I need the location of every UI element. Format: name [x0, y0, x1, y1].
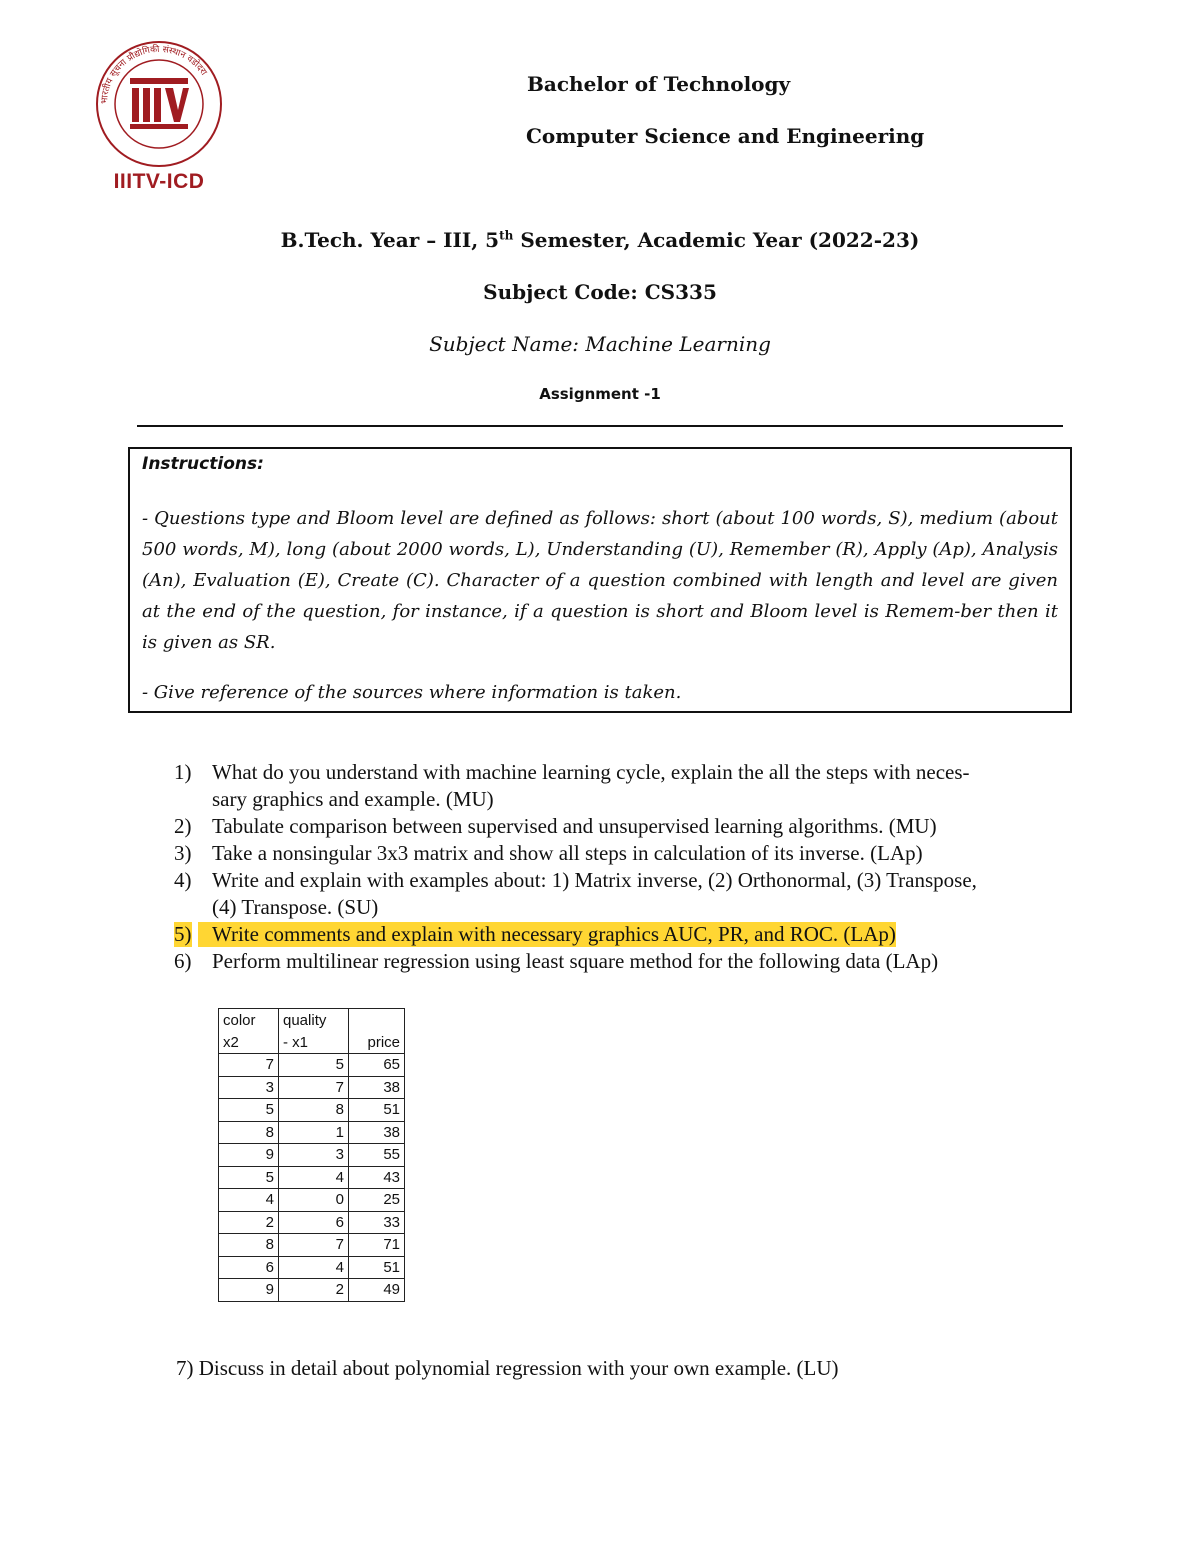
table-cell: 7 [219, 1054, 279, 1077]
table-cell: 2 [219, 1211, 279, 1234]
logo-text: IIITV-ICD [113, 170, 205, 193]
year-line [0, 228, 1200, 252]
instructions-para-2: - Give reference of the sources where information is taken. [142, 682, 682, 703]
regression-data-table [218, 1008, 405, 1302]
table-cell: 5 [219, 1166, 279, 1189]
table-cell: 25 [349, 1189, 405, 1212]
table-cell: 71 [349, 1234, 405, 1257]
question-number: 4) [174, 868, 192, 892]
table-cell: 7 [279, 1234, 349, 1257]
table-cell: 4 [279, 1166, 349, 1189]
table-cell: 0 [279, 1189, 349, 1212]
table-header-cell: quality [279, 1009, 349, 1032]
question-text: Perform multilinear regression using least square method for the following data (LAp) [212, 949, 939, 973]
table-cell: 2 [279, 1279, 349, 1302]
question-number: 5) [174, 922, 192, 946]
table-row [219, 1099, 405, 1122]
question-text: sary graphics and example. (MU) [212, 787, 494, 811]
question-text-highlighted: Write comments and explain with necessary graphics AUC, PR, and ROC. (LAp) [198, 922, 896, 947]
institute-logo [88, 38, 230, 198]
table-cell: 33 [349, 1211, 405, 1234]
table-cell: 8 [279, 1099, 349, 1122]
year-suffix: Semester, Academic Year (2022-23) [513, 228, 920, 252]
table-row [219, 1234, 405, 1257]
table-header-cell: color [219, 1009, 279, 1032]
instructions-box [128, 447, 1072, 713]
table-cell: 3 [279, 1144, 349, 1167]
table-cell: 7 [279, 1076, 349, 1099]
table-cell: 43 [349, 1166, 405, 1189]
question-number: 2) [174, 814, 192, 838]
table-cell: 55 [349, 1144, 405, 1167]
logo-ring-text: भारतीय सूचना प्रौद्योगिकी संस्थान वडोदरा [99, 44, 209, 105]
table-row [219, 1121, 405, 1144]
question-number: 1) [174, 760, 192, 784]
table-cell: 5 [279, 1054, 349, 1077]
question-number: 3) [174, 841, 192, 865]
table-cell: 65 [349, 1054, 405, 1077]
subject-code: Subject Code: CS335 [483, 280, 717, 304]
subject-name: Subject Name: Machine Learning [429, 332, 771, 356]
table-row [219, 1166, 405, 1189]
table-cell: 6 [219, 1256, 279, 1279]
table-row [219, 1279, 405, 1302]
table-cell: 4 [219, 1189, 279, 1212]
table-cell: 38 [349, 1121, 405, 1144]
table-header-row [219, 1009, 405, 1032]
table-row [219, 1076, 405, 1099]
header-divider [137, 425, 1063, 427]
instructions-title: Instructions: [142, 454, 264, 474]
question-number: 6) [174, 949, 192, 973]
table-row [219, 1256, 405, 1279]
table-cell: 38 [349, 1076, 405, 1099]
table-cell: 49 [349, 1279, 405, 1302]
table-header-cell: x2 [219, 1031, 279, 1054]
table-row [219, 1211, 405, 1234]
instructions-para-1: - Questions type and Bloom level are defined as follows: short (about 100 words, S), medium (about 500 words, M), long (about 2000 words, L), Understanding (U), Remember (R), Apply (Ap), Analysis (An), Evaluation (E), Create (C). Character of a question combined with length and level are given at the end of the question, for instance, if a question is short and Bloom level is Remem-ber then it is given as SR. [142, 508, 1058, 653]
year-prefix: B.Tech. Year – III, 5 [280, 228, 500, 252]
table-cell: 9 [219, 1279, 279, 1302]
table-header-cell [349, 1009, 405, 1032]
assignment-title: Assignment -1 [539, 385, 661, 403]
table-body [219, 1054, 405, 1302]
table-row [219, 1189, 405, 1212]
question-text: Write and explain with examples about: 1) Matrix inverse, (2) Orthonormal, (3) Transpose, [212, 868, 977, 892]
question-text: (4) Transpose. (SU) [212, 895, 379, 919]
table-row [219, 1054, 405, 1077]
table-cell: 1 [279, 1121, 349, 1144]
question-text: What do you understand with machine learning cycle, explain the all the steps with neces- [212, 760, 970, 784]
table-header-row [219, 1031, 405, 1054]
table-cell: 8 [219, 1121, 279, 1144]
question-text: Tabulate comparison between supervised and unsupervised learning algorithms. (MU) [212, 814, 937, 838]
department-title: Computer Science and Engineering [526, 124, 925, 148]
table-cell: 51 [349, 1256, 405, 1279]
year-sup: th [499, 228, 514, 243]
question-text: Take a nonsingular 3x3 matrix and show all steps in calculation of its inverse. (LAp) [212, 841, 923, 865]
table-cell: 3 [219, 1076, 279, 1099]
table-cell: 6 [279, 1211, 349, 1234]
logo-emblem-icon [88, 38, 230, 170]
table-cell: 51 [349, 1099, 405, 1122]
table-cell: 8 [219, 1234, 279, 1257]
degree-title: Bachelor of Technology [527, 72, 791, 96]
question-7: 7) Discuss in detail about polynomial regression with your own example. (LU) [176, 1356, 839, 1380]
table-header-cell: - x1 [279, 1031, 349, 1054]
table-header-cell: price [349, 1031, 405, 1054]
table-cell: 9 [219, 1144, 279, 1167]
table-cell: 4 [279, 1256, 349, 1279]
table-cell: 5 [219, 1099, 279, 1122]
table-row [219, 1144, 405, 1167]
